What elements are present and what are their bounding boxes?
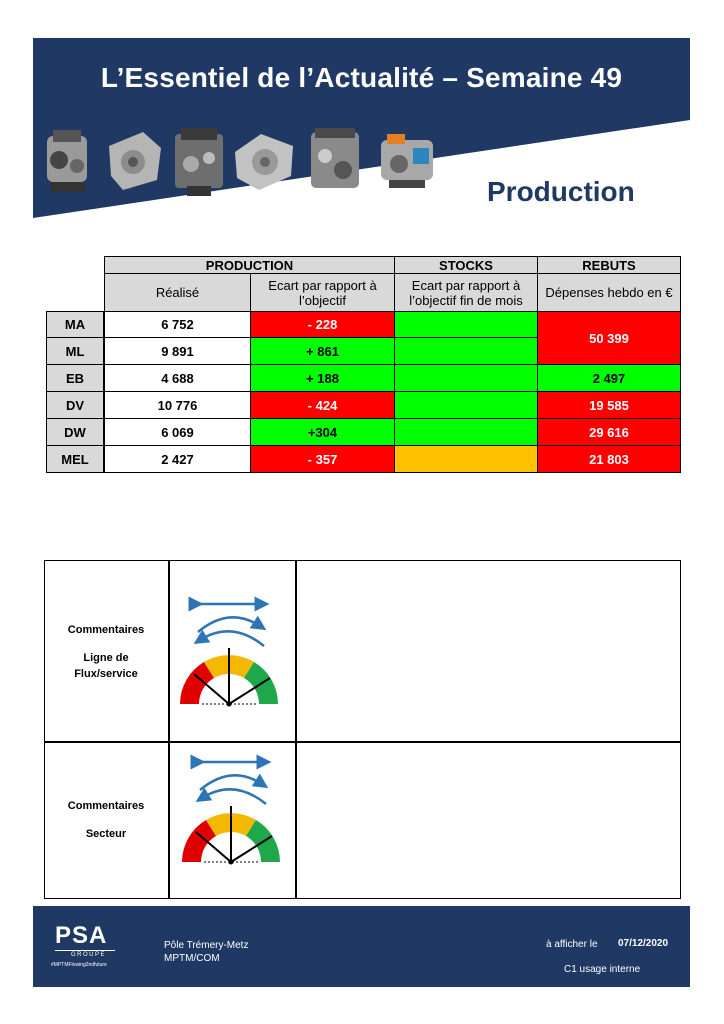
stock-ml xyxy=(395,338,538,365)
footer-site: Pôle Trémery-Metz xyxy=(164,940,249,951)
subheader-ecart: Ecart par rapport à l’objectif xyxy=(251,274,395,312)
comments-box xyxy=(44,560,681,899)
subheader-realise: Réalisé xyxy=(104,274,251,312)
realise-dw: 6 069 xyxy=(104,419,251,446)
footer xyxy=(33,906,690,987)
logo-subtitle: GROUPE xyxy=(71,952,107,958)
header-rebuts: REBUTS xyxy=(538,256,681,274)
rebuts-ma-ml: 50 399 xyxy=(538,311,681,365)
page-title: L’Essentiel de l’Actualité – Semaine 49 xyxy=(100,62,623,93)
rebuts-mel: 21 803 xyxy=(538,446,681,473)
realise-mel: 2 427 xyxy=(104,446,251,473)
stock-mel xyxy=(395,446,538,473)
rebuts-dv: 19 585 xyxy=(538,392,681,419)
stock-dw xyxy=(395,419,538,446)
comment-label-1 xyxy=(44,622,168,682)
section-title: Production xyxy=(487,176,635,207)
engine-image-2 xyxy=(103,126,165,196)
realise-ma: 6 752 xyxy=(104,311,251,338)
ecart-dw: +304 xyxy=(251,419,395,446)
rebuts-eb: 2 497 xyxy=(538,365,681,392)
divider-vertical-2 xyxy=(295,560,297,899)
engine-image-6 xyxy=(373,126,443,196)
row-label-eb: EB xyxy=(46,365,104,392)
realise-eb: 4 688 xyxy=(104,365,251,392)
comment-subtitle-2: Secteur xyxy=(85,828,127,840)
subheader-stocks: Ecart par rapport à l’objectif fin de mois xyxy=(395,274,538,312)
ecart-dv: - 424 xyxy=(251,392,395,419)
row-label-mel: MEL xyxy=(46,446,104,473)
comment-title-1: Commentaires xyxy=(67,624,145,636)
header-stocks: STOCKS xyxy=(395,256,538,274)
ecart-mel: - 357 xyxy=(251,446,395,473)
realise-ml: 9 891 xyxy=(104,338,251,365)
comment-subtitle-1: Ligne de Flux/service xyxy=(74,652,138,680)
footer-dept: MPTM/COM xyxy=(164,953,220,964)
row-label-ml: ML xyxy=(46,338,104,365)
realise-dv: 10 776 xyxy=(104,392,251,419)
logo-rule xyxy=(55,950,115,951)
engine-image-3 xyxy=(169,126,229,198)
header-production: PRODUCTION xyxy=(104,256,395,274)
psa-logo: PSA xyxy=(55,922,108,949)
logo-tagline: #MPTMFlowing2ndfuture xyxy=(51,962,107,968)
gauge-icon-1 xyxy=(176,592,282,710)
stock-dv xyxy=(395,392,538,419)
footer-display-date: 07/12/2020 xyxy=(618,938,669,949)
ecart-ml: + 861 xyxy=(251,338,395,365)
row-label-ma: MA xyxy=(46,311,104,338)
ecart-ma: - 228 xyxy=(251,311,395,338)
engine-image-4 xyxy=(231,126,297,196)
stock-ma xyxy=(395,311,538,338)
subheader-rebuts: Dépenses hebdo en € xyxy=(538,274,681,312)
rebuts-dw: 29 616 xyxy=(538,419,681,446)
comment-label-2 xyxy=(44,798,168,842)
comment-title-2: Commentaires xyxy=(67,800,145,812)
divider-horizontal xyxy=(44,741,681,743)
stock-eb xyxy=(395,365,538,392)
engine-image-5 xyxy=(305,126,365,198)
divider-vertical-1 xyxy=(168,560,170,899)
footer-display-label: à afficher le xyxy=(546,939,598,950)
row-label-dv: DV xyxy=(46,392,104,419)
row-label-dw: DW xyxy=(46,419,104,446)
engine-image-1 xyxy=(39,126,97,196)
footer-classification: C1 usage interne xyxy=(564,964,641,975)
ecart-eb: + 188 xyxy=(251,365,395,392)
gauge-icon-2 xyxy=(178,752,284,870)
